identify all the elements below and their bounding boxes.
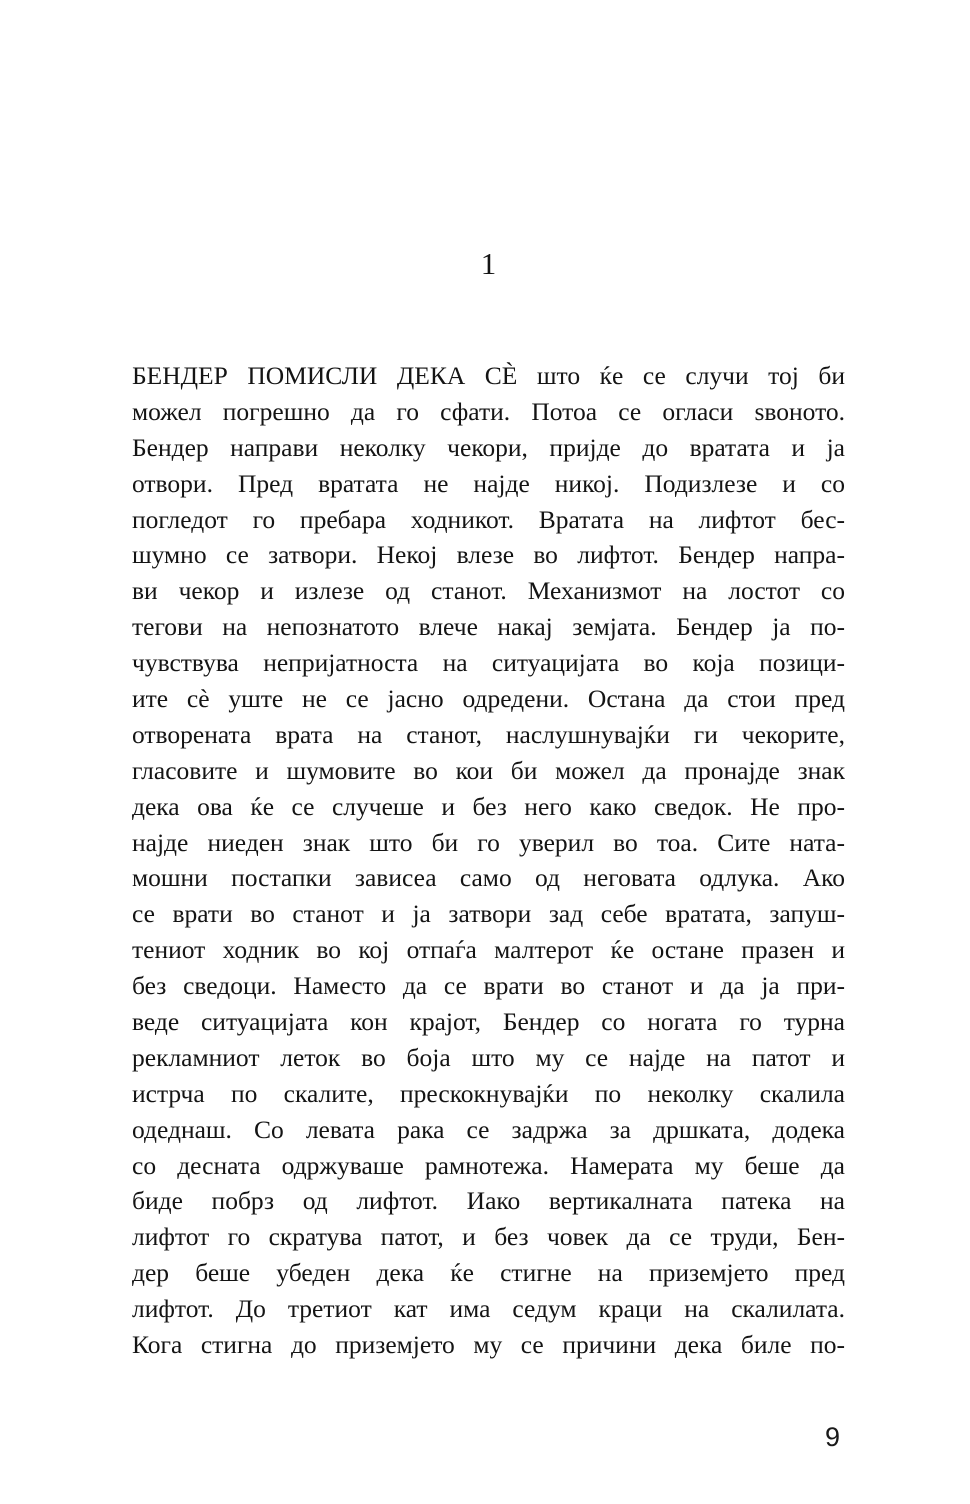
text-line: Кога стигна до приземјето му се причини дека биле по- [132, 1330, 845, 1360]
text-line: се врати во станот и ја затвори зад себе вратата, запуш- [132, 899, 845, 929]
text-line: погледот го пребара ходникот. Вратата на лифтот бес- [132, 504, 845, 534]
text-line: БЕНДЕР ПОМИСЛИ ДЕКА СЀ што ќе се случи тој би [132, 361, 845, 390]
text-line: дека ова ќе се случеше и без него како сведок. Не про- [132, 791, 845, 821]
text-line: без сведоци. Наместо да се врати во станот и да ја при- [132, 971, 845, 1001]
text-line: веде ситуацијата кон крајот, Бендер со ногата го турна [132, 1007, 845, 1037]
page-number: 9 [824, 1422, 840, 1452]
text-line: истрча по скалите, прескокнувајќи по неколку скалила [132, 1078, 845, 1108]
text-line: со десната одржуваше рамнотежа. Намерата му беше да [132, 1150, 845, 1180]
text-line: можел погрешно да го сфати. Потоа се огласи ѕвоното. [132, 396, 845, 426]
body-text [132, 358, 845, 1363]
text-line: гласовите и шумовите во кои би можел да пронајде знак [132, 755, 845, 785]
text-line: рекламниот леток во боја што му се најде на патот и [132, 1042, 845, 1072]
text-line: чувствува непријатноста на ситуацијата во која позици- [132, 648, 845, 678]
text-line: лифтот. До третиот кат има седум краци на скалилата. [132, 1294, 845, 1324]
text-line: тениот ходник во кој отпаѓа малтерот ќе остане празен и [132, 935, 845, 965]
text-line: мошни постапки зависеа само од неговата одлука. Ако [132, 863, 845, 893]
text-line: ви чекор и излезе од станот. Механизмот на лостот со [132, 576, 845, 606]
text-line: ите сѐ уште не се јасно одредени. Остана да стои пред [132, 684, 845, 714]
text-line: лифтот го скратува патот, и без човек да се труди, Бен- [132, 1222, 845, 1252]
text-line: одеднаш. Со левата рака се задржа за дршката, додека [132, 1114, 845, 1144]
chapter-number: 1 [480, 246, 497, 281]
text-line: биде побрз од лифтот. Иако вертикалната патека на [132, 1186, 845, 1216]
text-line: отворената врата на станот, наслушнувајќи ги чекорите, [132, 719, 845, 749]
text-line: отвори. Пред вратата не најде никој. Подизлезе и со [132, 468, 845, 498]
text-line: дер беше убеден дека ќе стигне на приземјето пред [132, 1258, 845, 1288]
text-line: најде ниеден знак што би го уверил во тоа. Сите ната- [132, 827, 845, 857]
text-line: шумно се затвори. Некој влезе во лифтот. Бендер напра- [132, 540, 845, 570]
text-line: тегови на непознатото влече накај земјата. Бендер ја по- [132, 612, 845, 642]
text-line: Бендер направи неколку чекори, пријде до вратата и ја [132, 432, 845, 462]
